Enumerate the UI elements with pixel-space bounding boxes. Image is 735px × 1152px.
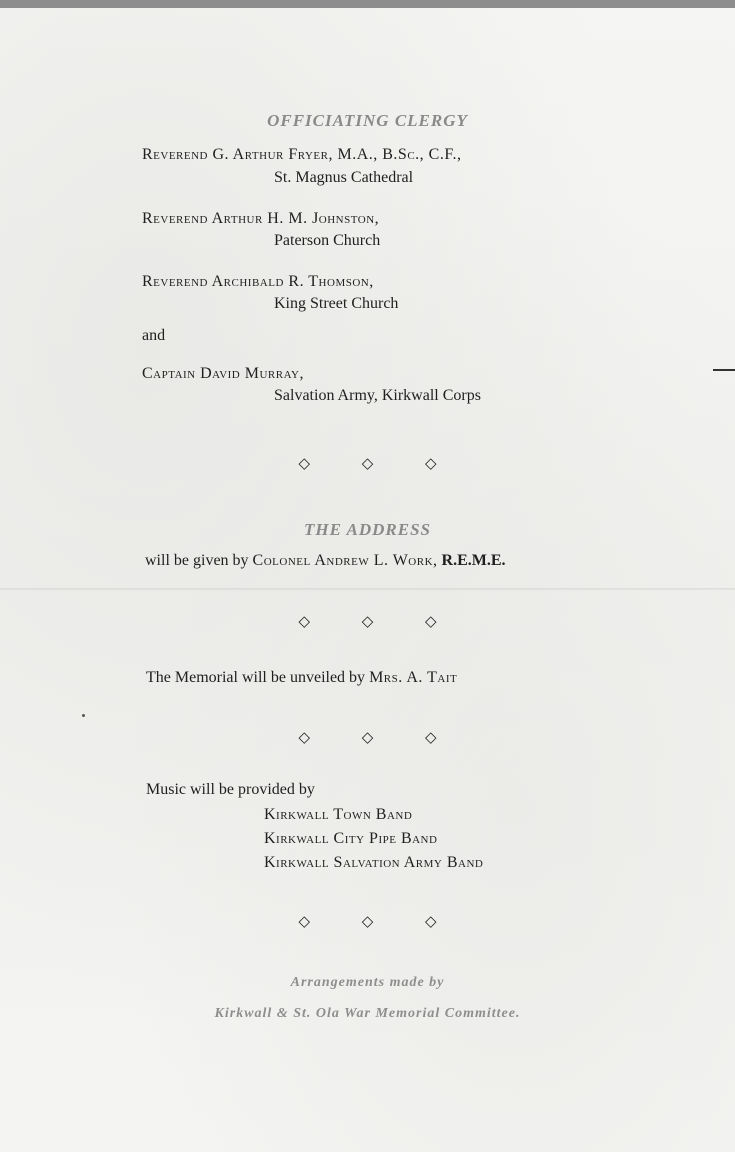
clergy-conjunction: and <box>142 327 166 344</box>
memorial-line <box>146 669 457 687</box>
address-suffix: R.E.M.E. <box>441 552 506 569</box>
scan-top-edge <box>0 0 735 8</box>
address-line <box>145 552 506 570</box>
clergy-name-3: Reverend Archibald R. Thomson, <box>142 273 374 290</box>
clergy-name-1: Reverend G. Arthur Fryer, M.A., B.Sc., C.F., <box>142 146 462 163</box>
paper-fold <box>0 588 735 591</box>
divider-1: ◇ ◇ ◇ <box>298 456 461 472</box>
divider-3: ◇ ◇ ◇ <box>298 730 461 746</box>
paper-speck <box>82 714 85 717</box>
music-intro: Music will be provided by <box>146 781 315 798</box>
clergy-place-1: St. Magnus Cathedral <box>274 169 414 186</box>
clergy-name-2: Reverend Arthur H. M. Johnston, <box>142 210 380 227</box>
memorial-person: Mrs. A. Tait <box>369 669 458 686</box>
divider-4: ◇ ◇ ◇ <box>298 914 461 930</box>
memorial-prefix: The Memorial will be unveiled by <box>146 669 366 686</box>
clergy-heading: OFFICIATING CLERGY <box>267 111 468 130</box>
clergy-place-2: Paterson Church <box>274 232 381 249</box>
clergy-place-3: King Street Church <box>274 295 399 312</box>
address-heading: THE ADDRESS <box>303 520 432 539</box>
address-speaker: Colonel Andrew L. Work, <box>252 552 438 569</box>
music-band-1: Kirkwall Town Band <box>264 806 413 823</box>
clergy-name-4: Captain David Murray, <box>142 365 304 382</box>
address-prefix: will be given by <box>145 552 249 569</box>
margin-mark <box>713 369 735 371</box>
clergy-place-4: Salvation Army, Kirkwall Corps <box>274 387 481 404</box>
music-band-2: Kirkwall City Pipe Band <box>264 830 438 847</box>
footer-committee: Kirkwall & St. Ola War Memorial Committee. <box>214 1006 521 1021</box>
divider-2: ◇ ◇ ◇ <box>298 614 461 630</box>
music-band-3: Kirkwall Salvation Army Band <box>264 854 484 871</box>
footer-arrangements: Arrangements made by <box>290 975 445 990</box>
